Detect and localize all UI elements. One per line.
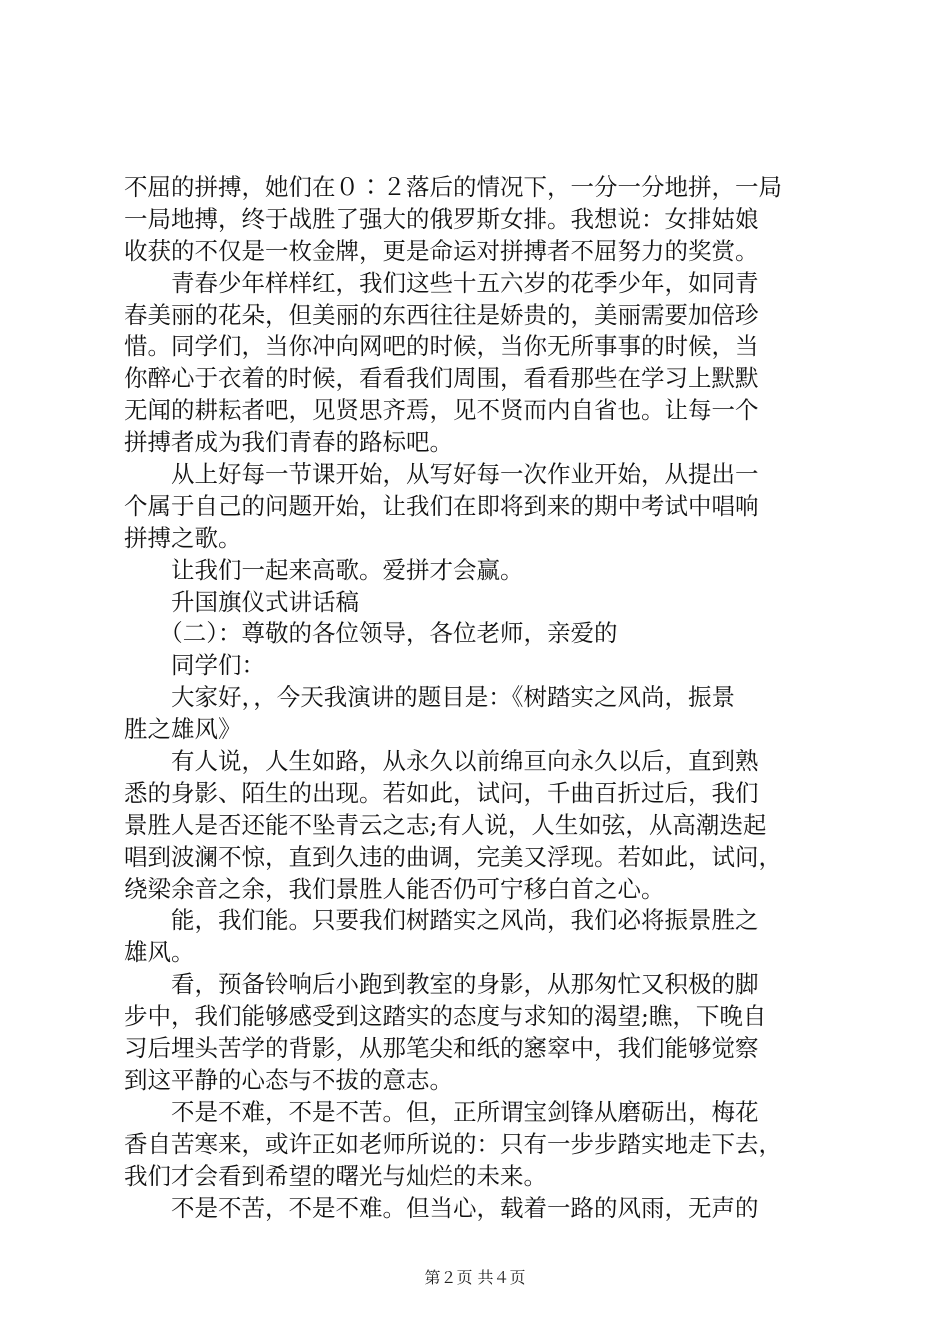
- text-line: 景胜人是否还能不坠青云之志;有人说，人生如弦，从高潮迭起: [124, 810, 767, 839]
- text-line: 有人说，人生如路，从永久以前绵亘向永久以后，直到熟: [124, 747, 759, 776]
- page-footer: 第２页 共４页: [424, 1268, 526, 1287]
- text-line: 大家好，，今天我演讲的题目是：《树踏实之风尚，振景: [124, 683, 735, 712]
- text-line: 个属于自己的问题开始，让我们在即将到来的期中考试中唱响: [124, 491, 759, 520]
- text-line: 同学们：: [124, 651, 265, 680]
- text-line: 一局地搏，终于战胜了强大的俄罗斯女排。我想说：女排姑娘: [124, 204, 759, 233]
- text-line: 步中，我们能够感受到这踏实的态度与求知的渴望;瞧，下晚自: [124, 1002, 767, 1031]
- text-line: 无闻的耕耘者吧，见贤思齐焉，见不贤而内自省也。让每一个: [124, 396, 759, 425]
- text-line: 你醉心于衣着的时候，看看我们周围，看看那些在学习上默默: [124, 364, 759, 393]
- text-line: 让我们一起来高歌。爱拼才会赢。: [124, 555, 524, 584]
- text-line: 胜之雄风》: [124, 715, 242, 744]
- text-line: 绕梁余音之余，我们景胜人能否仍可宁移白首之心。: [124, 874, 665, 903]
- text-line: 能，我们能。只要我们树踏实之风尚，我们必将振景胜之: [124, 906, 759, 935]
- text-line: 拼搏之歌。: [124, 523, 242, 552]
- text-line: 香自苦寒来，或许正如老师所说的：只有一步步踏实地走下去，: [124, 1129, 782, 1158]
- text-line: 收获的不仅是一枚金牌，更是命运对拼搏者不屈努力的奖赏。: [124, 236, 759, 265]
- text-line: 看，预备铃响后小跑到教室的身影，从那匆忙又积极的脚: [124, 970, 759, 999]
- text-line: 雄风。: [124, 938, 195, 967]
- text-line: 唱到波澜不惊，直到久违的曲调，完美又浮现。若如此，试问，: [124, 842, 782, 871]
- text-line: 不是不苦，不是不难。但当心，载着一路的风雨，无声的: [124, 1193, 759, 1222]
- text-line: 我们才会看到希望的曙光与灿烂的未来。: [124, 1161, 547, 1190]
- document-body: [124, 172, 844, 1224]
- text-line: （二）：尊敬的各位领导，各位老师，亲爱的: [124, 619, 618, 648]
- text-line: 到这平静的心态与不拔的意志。: [124, 1065, 453, 1094]
- text-line: 不屈的拼搏，她们在０∶２落后的情况下，一分一分地拼，一局: [124, 173, 782, 201]
- text-line: 春美丽的花朵，但美丽的东西往往是娇贵的，美丽需要加倍珍: [124, 300, 759, 329]
- text-line: 升国旗仪式讲话稿: [124, 587, 359, 616]
- text-line: 习后埋头苦学的背影，从那笔尖和纸的窸窣中，我们能够觉察: [124, 1034, 759, 1063]
- text-line: 悉的身影、陌生的出现。若如此，试问，千曲百折过后，我们: [124, 778, 759, 807]
- text-line: 青春少年样样红，我们这些十五六岁的花季少年，如同青: [124, 268, 759, 297]
- text-line: 拼搏者成为我们青春的路标吧。: [124, 428, 453, 457]
- text-line: 惜。同学们，当你冲向网吧的时候，当你无所事事的时候，当: [124, 332, 759, 361]
- text-line: 从上好每一节课开始，从写好每一次作业开始，从提出一: [124, 460, 759, 489]
- text-line: 不是不难，不是不苦。但，正所谓宝剑锋从磨砺出，梅花: [124, 1097, 759, 1126]
